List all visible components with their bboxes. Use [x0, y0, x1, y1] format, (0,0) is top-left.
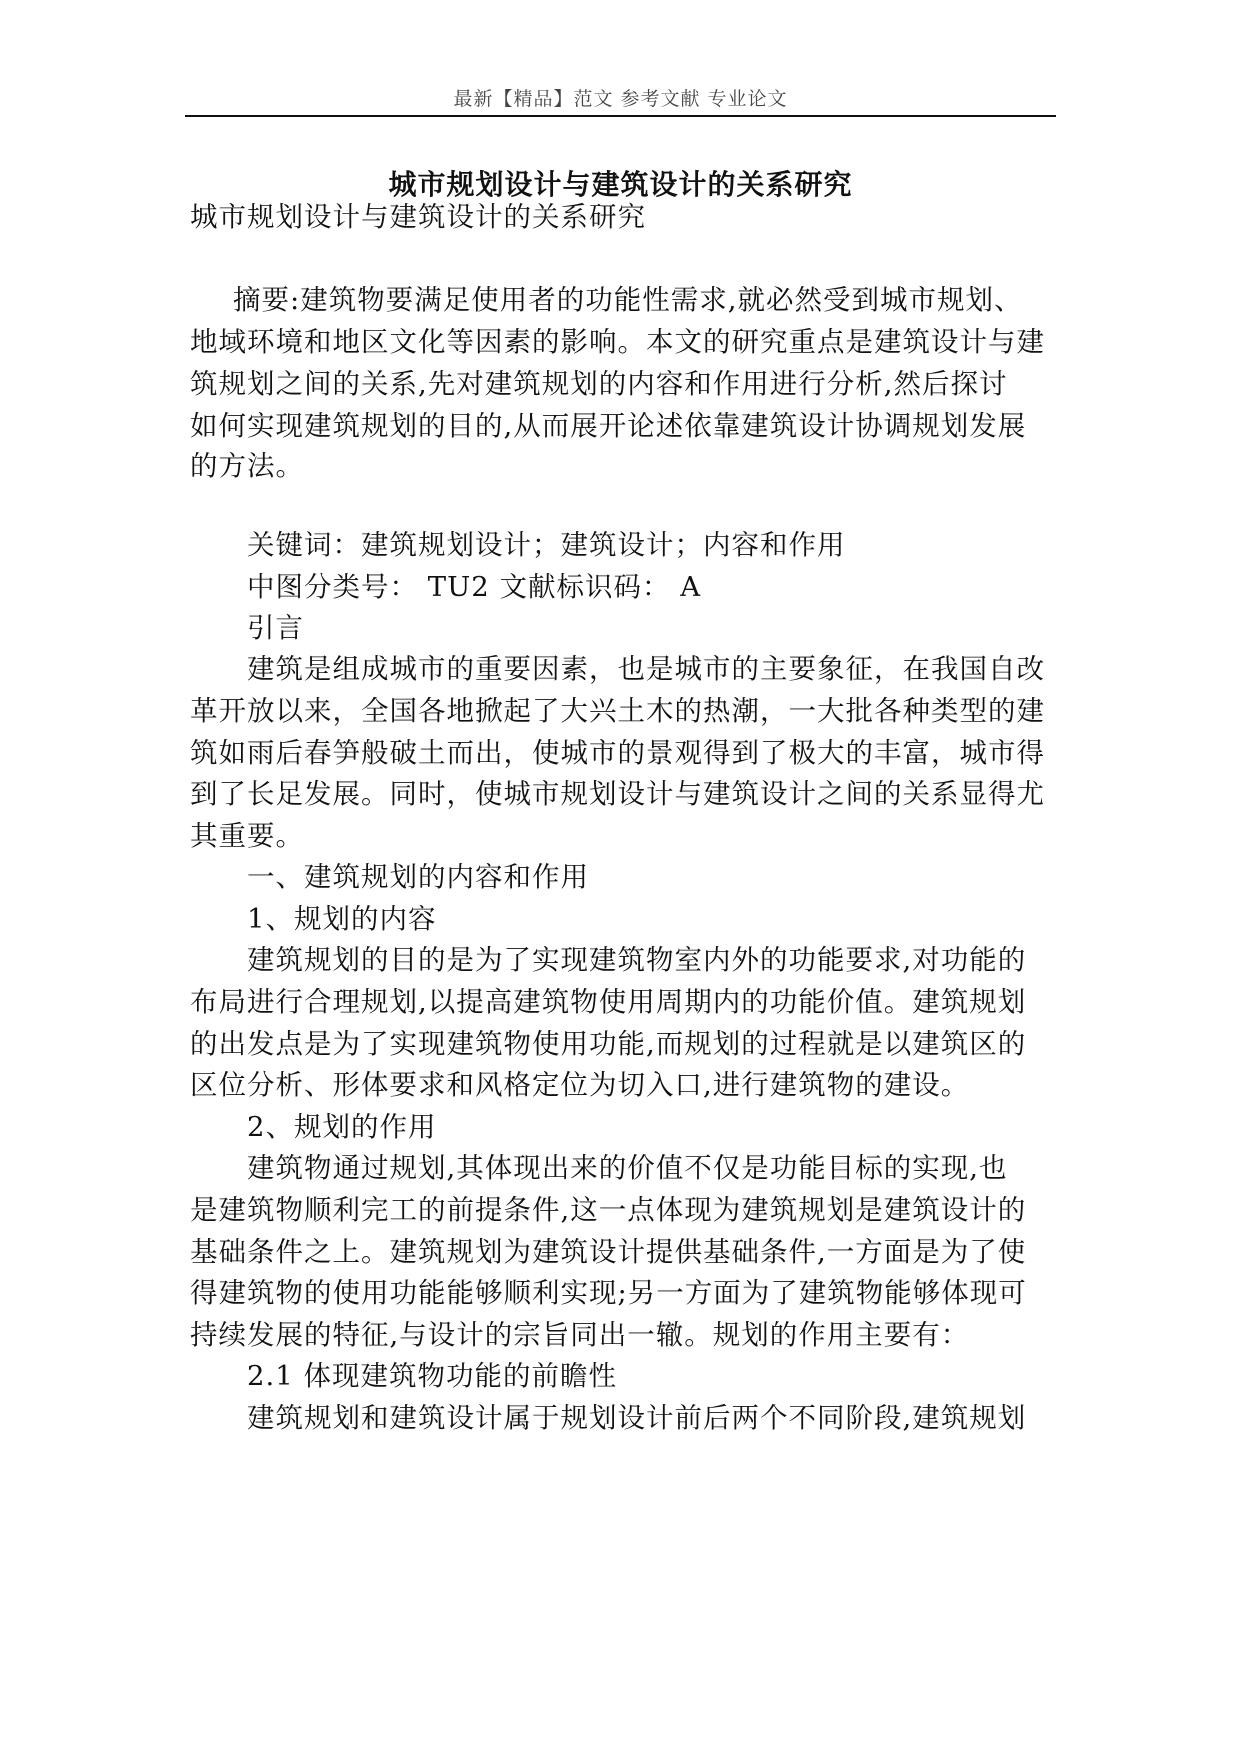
body-line: 建筑物通过规划,其体现出来的价值不仅是功能目标的实现,也 [247, 1152, 1008, 1184]
abstract-line: 摘要:建筑物要满足使用者的功能性需求,就必然受到城市规划、 [233, 284, 1023, 316]
classification-line: 中图分类号： TU2 文献标识码： A [247, 571, 702, 603]
subsection-heading-1-2: 2、规划的作用 [247, 1111, 437, 1143]
body-line: 得建筑物的使用功能能够顺利实现;另一方面为了建筑物能够体现可 [190, 1277, 1027, 1309]
subtitle-line: 城市规划设计与建筑设计的关系研究 [190, 201, 646, 233]
body-line: 建筑规划的目的是为了实现建筑物室内外的功能要求,对功能的 [247, 944, 1027, 976]
body-line: 建筑规划和建筑设计属于规划设计前后两个不同阶段,建筑规划 [247, 1402, 1027, 1434]
abstract-line: 的方法。 [190, 450, 304, 482]
section-heading-introduction: 引言 [247, 612, 304, 644]
section-heading-1: 一、建筑规划的内容和作用 [247, 861, 589, 893]
body-line: 基础条件之上。建筑规划为建筑设计提供基础条件,一方面是为了使 [190, 1236, 1027, 1268]
page-header: 最新【精品】范文 参考文献 专业论文 [453, 88, 788, 110]
subsection-heading-1-1: 1、规划的内容 [247, 903, 437, 935]
body-line: 建筑是组成城市的重要因素，也是城市的主要象征，在我国自改 [247, 653, 1045, 685]
body-line: 筑如雨后春笋般破土而出，使城市的景观得到了极大的丰富，城市得 [190, 737, 1045, 769]
abstract-line: 筑规划之间的关系,先对建筑规划的内容和作用进行分析,然后探讨 [190, 368, 1008, 400]
abstract-line: 如何实现建筑规划的目的,从而展开论述依靠建筑设计协调规划发展 [190, 410, 1027, 442]
body-line: 的出发点是为了实现建筑物使用功能,而规划的过程就是以建筑区的 [190, 1028, 1027, 1060]
subsection-heading-2-1: 2.1 体现建筑物功能的前瞻性 [247, 1360, 617, 1392]
document-title: 城市规划设计与建筑设计的关系研究 [388, 168, 853, 201]
body-line: 持续发展的特征,与设计的宗旨同出一辙。规划的作用主要有： [190, 1319, 970, 1351]
abstract-line: 地域环境和地区文化等因素的影响。本文的研究重点是建筑设计与建 [190, 326, 1045, 358]
body-line: 区位分析、形体要求和风格定位为切入口,进行建筑物的建设。 [190, 1069, 970, 1101]
header-rule [185, 115, 1056, 117]
body-line: 其重要。 [190, 820, 304, 852]
body-line: 是建筑物顺利完工的前提条件,这一点体现为建筑规划是建筑设计的 [190, 1194, 1027, 1226]
body-line: 革开放以来，全国各地掀起了大兴土木的热潮，一大批各种类型的建 [190, 695, 1045, 727]
keywords-line: 关键词：建筑规划设计；建筑设计；内容和作用 [247, 529, 846, 561]
body-line: 布局进行合理规划,以提高建筑物使用周期内的功能价值。建筑规划 [190, 986, 1027, 1018]
body-line: 到了长足发展。同时，使城市规划设计与建筑设计之间的关系显得尤 [190, 778, 1045, 810]
